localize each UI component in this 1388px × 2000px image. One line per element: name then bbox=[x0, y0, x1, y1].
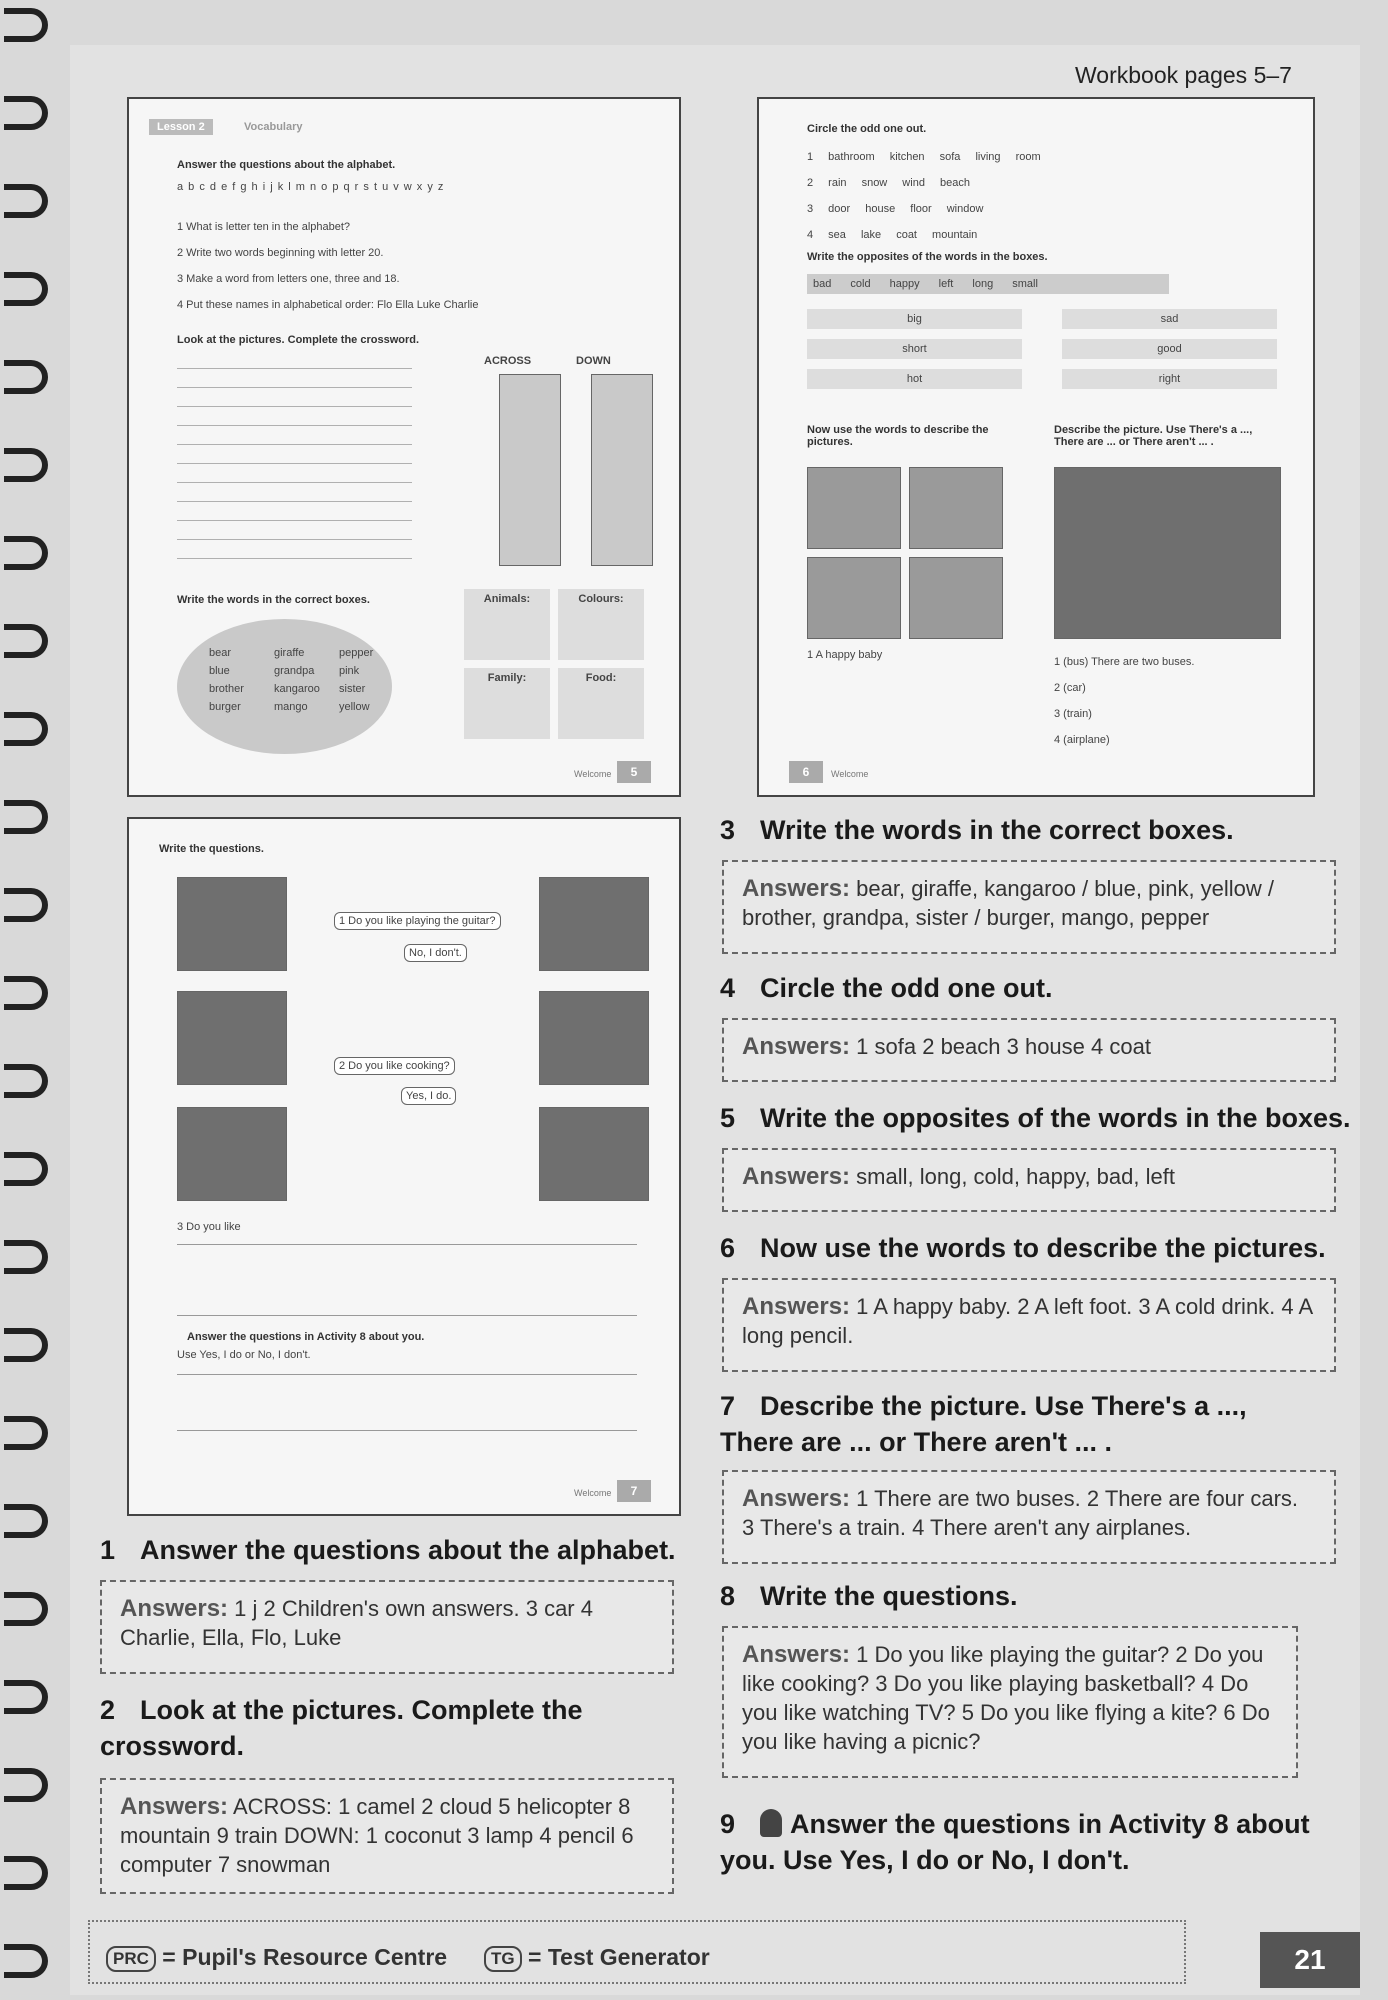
section-tag: Vocabulary bbox=[244, 121, 303, 133]
section-6-title: 6 Now use the words to describe the pictures. bbox=[720, 1233, 1326, 1263]
word: blue bbox=[209, 665, 230, 677]
word: kangaroo bbox=[274, 683, 320, 695]
opp-pair: sad bbox=[1062, 309, 1277, 329]
word: sister bbox=[339, 683, 366, 695]
picture-foot bbox=[909, 467, 1003, 549]
down-label: DOWN bbox=[576, 355, 611, 367]
opp-pair: right bbox=[1062, 369, 1277, 389]
spiral-binding bbox=[0, 0, 60, 2000]
crossword-grid bbox=[177, 357, 412, 577]
q7-heading: Describe the picture. Use There's a ..., There are ... or There aren't ... . bbox=[1054, 424, 1253, 448]
spiral-ring bbox=[4, 184, 48, 218]
tg-badge: TG bbox=[484, 1946, 522, 1972]
workbook-page-7-thumbnail bbox=[127, 817, 681, 1516]
odd-row: 2 rain snow wind beach bbox=[807, 177, 970, 189]
q7-line: 4 (airplane) bbox=[1054, 734, 1110, 746]
spiral-ring bbox=[4, 1592, 48, 1626]
spiral-ring bbox=[4, 1768, 48, 1802]
picture-tv bbox=[539, 991, 649, 1085]
picture-baby bbox=[807, 467, 901, 549]
spiral-ring bbox=[4, 360, 48, 394]
page-number: 21 bbox=[1260, 1932, 1360, 1988]
section-2-title: 2 Look at the pictures. Complete the crossword. bbox=[100, 1695, 583, 1761]
speech-bubble: 2 Do you like cooking? bbox=[334, 1057, 455, 1075]
speech-bubble: 1 Do you like playing the guitar? bbox=[334, 912, 501, 930]
word: mango bbox=[274, 701, 308, 713]
q1-item: 3 Make a word from letters one, three and 18. bbox=[177, 273, 400, 285]
prc-badge: PRC bbox=[106, 1946, 156, 1972]
alphabet-row: a b c d e f g h i j k l m n o p q r s t u v w x y z bbox=[177, 181, 445, 193]
spiral-ring bbox=[4, 1416, 48, 1450]
word: pepper bbox=[339, 647, 374, 659]
spiral-ring bbox=[4, 712, 48, 746]
word: yellow bbox=[339, 701, 370, 713]
footer-welcome: Welcome bbox=[831, 769, 869, 779]
footer-welcome: Welcome bbox=[574, 769, 612, 779]
workbook-page-5-thumbnail bbox=[127, 97, 681, 797]
legend-prc: PRC = Pupil's Resource Centre bbox=[106, 1944, 447, 1972]
odd-row: 3 door house floor window bbox=[807, 203, 984, 215]
spiral-ring bbox=[4, 800, 48, 834]
q9-heading: Answer the questions in Activity 8 about you. bbox=[187, 1331, 425, 1343]
section-8-answers: Answers: 1 Do you like playing the guitar? 2 Do you like cooking? 3 Do you like playing basketball? 4 Do you like watching TV? 5 Do you like flying a kite? 6 Do you like having a picnic? bbox=[722, 1626, 1298, 1778]
box-animals: Animals: bbox=[464, 589, 550, 660]
spiral-ring bbox=[4, 1328, 48, 1362]
q6-answer-line: 1 A happy baby bbox=[807, 649, 883, 661]
spiral-ring bbox=[4, 272, 48, 306]
section-3-answers: Answers: bear, giraffe, kangaroo / blue, pink, yellow / brother, grandpa, sister / burger, mango, pepper bbox=[722, 860, 1336, 954]
picture-picnic bbox=[539, 1107, 649, 1201]
crossword-clue-pictures bbox=[591, 374, 653, 566]
spiral-ring bbox=[4, 976, 48, 1010]
footer-welcome: Welcome bbox=[574, 1488, 612, 1498]
q2-heading: Look at the pictures. Complete the crossword. bbox=[177, 334, 420, 346]
spiral-ring bbox=[4, 888, 48, 922]
picture-street-scene bbox=[1054, 467, 1281, 639]
spiral-ring bbox=[4, 96, 48, 130]
picture-basketball bbox=[177, 991, 287, 1085]
q8-item-3: 3 Do you like bbox=[177, 1221, 241, 1233]
box-colours: Colours: bbox=[558, 589, 644, 660]
opposite-word-box: bad cold happy left long small bbox=[807, 274, 1169, 294]
q1-item: 2 Write two words beginning with letter 20. bbox=[177, 247, 384, 259]
picture-drink bbox=[807, 557, 901, 639]
opp-pair: hot bbox=[807, 369, 1022, 389]
workbook-pages-label: Workbook pages 5–7 bbox=[1075, 62, 1292, 88]
speech-bubble: Yes, I do. bbox=[401, 1087, 456, 1105]
crossword-clue-pictures bbox=[499, 374, 561, 566]
box-family: Family: bbox=[464, 668, 550, 739]
across-label: ACROSS bbox=[484, 355, 532, 367]
section-7-answers: Answers: 1 There are two buses. 2 There are four cars. 3 There's a train. 4 There aren't any airplanes. bbox=[722, 1470, 1336, 1564]
spiral-ring bbox=[4, 1944, 48, 1978]
section-2-answers: Answers: ACROSS: 1 camel 2 cloud 5 helicopter 8 mountain 9 train DOWN: 1 coconut 3 lamp 4 pencil 6 computer 7 snowman bbox=[100, 1778, 674, 1894]
page-tab: 7 bbox=[617, 1480, 651, 1502]
box-food: Food: bbox=[558, 668, 644, 739]
page-tab: 5 bbox=[617, 761, 651, 783]
word: brother bbox=[209, 683, 244, 695]
q1-item: 4 Put these names in alphabetical order: Flo Ella Luke Charlie bbox=[177, 299, 479, 311]
spiral-ring bbox=[4, 1064, 48, 1098]
spiral-ring bbox=[4, 536, 48, 570]
spiral-ring bbox=[4, 8, 48, 42]
pairwork-icon bbox=[760, 1809, 782, 1837]
word: grandpa bbox=[274, 665, 315, 677]
q7-line: 3 (train) bbox=[1054, 708, 1092, 720]
word: burger bbox=[209, 701, 241, 713]
q7-line: 2 (car) bbox=[1054, 682, 1086, 694]
odd-row: 1 bathroom kitchen sofa living room bbox=[807, 151, 1041, 163]
word: bear bbox=[209, 647, 232, 659]
spiral-ring bbox=[4, 1680, 48, 1714]
q1-item: 1 What is letter ten in the alphabet? bbox=[177, 221, 351, 233]
picture-cooking bbox=[539, 877, 649, 971]
section-6-answers: Answers: 1 A happy baby. 2 A left foot. 3 A cold drink. 4 A long pencil. bbox=[722, 1278, 1336, 1372]
odd-row: 4 sea lake coat mountain bbox=[807, 229, 978, 241]
opp-pair: short bbox=[807, 339, 1022, 359]
spiral-ring bbox=[4, 1504, 48, 1538]
section-7-title: 7 Describe the picture. Use There's a ..., There are ... or There aren't ... . bbox=[720, 1391, 1247, 1457]
section-3-title: 3 Write the words in the correct boxes. bbox=[720, 815, 1234, 845]
q5-heading: Write the opposites of the words in the boxes. bbox=[807, 251, 1048, 263]
lesson-tag: Lesson 2 bbox=[149, 119, 213, 135]
opp-pair: big bbox=[807, 309, 1022, 329]
spiral-ring bbox=[4, 624, 48, 658]
q1-heading: Answer the questions about the alphabet. bbox=[177, 159, 396, 171]
q9-use: Use Yes, I do or No, I don't. bbox=[177, 1349, 311, 1361]
speech-bubble: No, I don't. bbox=[404, 944, 467, 962]
opp-pair: good bbox=[1062, 339, 1277, 359]
workbook-page-6-thumbnail bbox=[757, 97, 1315, 797]
answer-lines bbox=[177, 1374, 637, 1431]
q4-heading: Circle the odd one out. bbox=[807, 123, 927, 135]
spiral-ring bbox=[4, 1152, 48, 1186]
q7-line: 1 (bus) There are two buses. bbox=[1054, 656, 1195, 668]
section-5-title: 5 Write the opposites of the words in the boxes. bbox=[720, 1103, 1351, 1133]
q8-heading: Write the questions. bbox=[159, 843, 264, 855]
section-8-title: 8 Write the questions. bbox=[720, 1581, 1018, 1611]
spiral-ring bbox=[4, 1240, 48, 1274]
word: giraffe bbox=[274, 647, 305, 659]
section-4-title: 4 Circle the odd one out. bbox=[720, 973, 1053, 1003]
word: pink bbox=[339, 665, 360, 677]
q3-heading: Write the words in the correct boxes. bbox=[177, 594, 370, 606]
q6-heading: Now use the words to describe the pictures. bbox=[807, 424, 989, 448]
section-1-answers: Answers: 1 j 2 Children's own answers. 3 car 4 Charlie, Ella, Flo, Luke bbox=[100, 1580, 674, 1674]
legend-tg: TG = Test Generator bbox=[484, 1944, 710, 1972]
section-9-title: 9 Answer the questions in Activity 8 about you. Use Yes, I do or No, I don't. bbox=[720, 1809, 1310, 1875]
spiral-ring bbox=[4, 1856, 48, 1890]
spiral-ring bbox=[4, 448, 48, 482]
answer-lines bbox=[177, 1244, 637, 1316]
picture-kite bbox=[177, 1107, 287, 1201]
section-1-title: 1 Answer the questions about the alphabet. bbox=[100, 1535, 676, 1565]
section-4-answers: Answers: 1 sofa 2 beach 3 house 4 coat bbox=[722, 1018, 1336, 1082]
picture-pencil bbox=[909, 557, 1003, 639]
section-5-answers: Answers: small, long, cold, happy, bad, left bbox=[722, 1148, 1336, 1212]
page-tab: 6 bbox=[789, 761, 823, 783]
picture-guitar bbox=[177, 877, 287, 971]
